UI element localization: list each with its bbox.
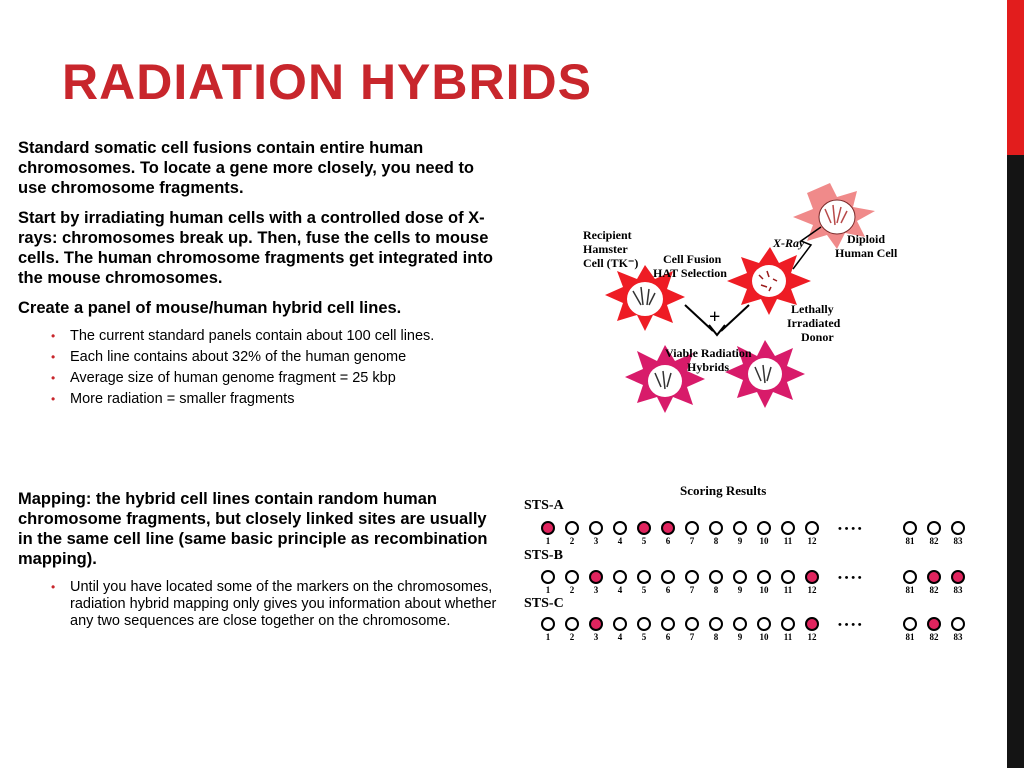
cell-line-number: 12 [807,632,817,642]
cell-line-number: 83 [953,585,963,595]
cell-line-number: 6 [665,632,671,642]
cell-line-number: 3 [593,632,599,642]
scoring-title: Scoring Results [680,483,767,498]
empty-hybrid-circle [782,618,794,630]
cell-line-number: 9 [737,536,743,546]
cell-line-number: 8 [713,632,719,642]
filled-hybrid-circle [806,618,818,630]
cell-line-number: 2 [569,536,575,546]
cell-line-number: 2 [569,632,575,642]
filled-hybrid-circle [542,522,554,534]
empty-hybrid-circle [710,522,722,534]
arrow-right [721,305,749,331]
cell-line-number: 6 [665,536,671,546]
cell-line-number: 83 [953,632,963,642]
list-item [18,391,500,408]
empty-hybrid-circle [928,522,940,534]
cell-line-number: 2 [569,585,575,595]
sts-row-label: STS-A [524,498,564,513]
ellipsis-dots: • • • • [838,619,862,631]
empty-hybrid-circle [782,522,794,534]
empty-hybrid-circle [904,522,916,534]
recipient-label-2: Hamster [583,242,628,256]
cell-line-number: 9 [737,632,743,642]
empty-hybrid-circle [904,571,916,583]
list-item [18,328,500,345]
paragraph-irradiation: Start by irradiating human cells with a controlled dose of X-rays: chromosomes break up. Then, fuse the cells to mouse cells. The human chromosome fragments get integrated into the mouse chromosomes. [18,209,493,287]
lethal-label-3: Donor [801,330,834,344]
cell-line-number: 10 [759,585,769,595]
cell-line-number: 8 [713,585,719,595]
empty-hybrid-circle [566,522,578,534]
filled-hybrid-circle [806,571,818,583]
empty-hybrid-circle [542,571,554,583]
cell-line-number: 11 [783,632,793,642]
filled-hybrid-circle [928,571,940,583]
mapping-bullet-list [18,579,500,630]
ellipsis-dots: • • • • [838,572,862,584]
empty-hybrid-circle [734,522,746,534]
bullet-text: Until you have located some of the markers on the chromosomes, radiation hybrid mapping only gives you information about whether any two sequences are close together on the chromosome. [70,579,497,629]
cell-line-number: 4 [617,632,623,642]
cell-line-number: 1 [545,536,551,546]
recipient-label-3: Cell (TK⁻) [583,256,639,270]
filled-hybrid-circle [952,571,964,583]
ellipsis-dots: • • • • [838,523,862,535]
empty-hybrid-circle [614,571,626,583]
list-item [18,370,500,387]
empty-hybrid-circle [614,522,626,534]
cell-line-number: 7 [689,632,695,642]
bullet-icon: • [51,350,56,364]
cell-line-number: 11 [783,585,793,595]
empty-hybrid-circle [758,618,770,630]
cell-line-number: 81 [905,632,915,642]
body-text [18,138,500,412]
cell-line-number: 4 [617,536,623,546]
cell-line-number: 8 [713,536,719,546]
cell-line-number: 5 [641,632,647,642]
filled-hybrid-circle [928,618,940,630]
empty-hybrid-circle [590,522,602,534]
empty-hybrid-circle [782,571,794,583]
recipient-label-1: Recipient [583,228,632,242]
filled-hybrid-circle [590,571,602,583]
empty-hybrid-circle [566,618,578,630]
empty-hybrid-circle [710,571,722,583]
cell-line-number: 5 [641,536,647,546]
empty-hybrid-circle [638,571,650,583]
cell-line-number: 10 [759,536,769,546]
fusion-label-2: HAT Selection [653,266,727,280]
sts-row-label: STS-B [524,548,563,563]
scoring-results-figure [520,478,980,648]
filled-hybrid-circle [662,522,674,534]
cell-line-number: 1 [545,585,551,595]
cell-line-number: 3 [593,536,599,546]
xray-label: X-Ray [773,236,805,250]
accent-bar-top [1007,0,1024,155]
cell-line-number: 6 [665,585,671,595]
viable-label-1: Viable Radiation [665,346,752,360]
bullet-icon: • [51,371,56,385]
empty-hybrid-circle [806,522,818,534]
plus-sign: + [709,306,721,328]
viable-label-2: Hybrids [687,360,730,374]
filled-hybrid-circle [638,522,650,534]
bullet-icon: • [51,329,56,343]
accent-bar-bottom [1007,155,1024,768]
mapping-section [18,489,500,634]
fusion-label-1: Cell Fusion [663,252,722,266]
empty-hybrid-circle [542,618,554,630]
empty-hybrid-circle [734,618,746,630]
empty-hybrid-circle [734,571,746,583]
empty-hybrid-circle [638,618,650,630]
empty-hybrid-circle [566,571,578,583]
empty-hybrid-circle [758,571,770,583]
empty-hybrid-circle [662,618,674,630]
bullet-icon: • [51,580,56,594]
empty-hybrid-circle [686,618,698,630]
cell-line-number: 82 [929,536,939,546]
paragraph-mapping: Mapping: the hybrid cell lines contain random human chromosome fragments, but closely linked sites are usually in the same cell line (same basic principle as recombination mapping). [18,490,488,568]
cell-line-number: 10 [759,632,769,642]
cell-line-number: 12 [807,536,817,546]
lethal-label-1: Lethally [791,302,834,316]
cell-line-number: 11 [783,536,793,546]
panel-bullet-list [18,328,500,408]
bullet-text: The current standard panels contain about 100 cell lines. [70,328,435,344]
lethal-label-2: Irradiated [787,316,841,330]
bullet-text: Average size of human genome fragment = 25 kbp [70,370,396,386]
empty-hybrid-circle [904,618,916,630]
empty-hybrid-circle [662,571,674,583]
cell-line-number: 1 [545,632,551,642]
cell-line-number: 7 [689,585,695,595]
diploid-label-2: Human Cell [835,246,898,260]
cell-line-number: 83 [953,536,963,546]
empty-hybrid-circle [710,618,722,630]
cell-line-number: 82 [929,585,939,595]
cell-line-number: 82 [929,632,939,642]
slide-title: RADIATION HYBRIDS [62,54,592,110]
diploid-label-1: Diploid [847,232,886,246]
cell-line-number: 81 [905,536,915,546]
cell-line-number: 7 [689,536,695,546]
empty-hybrid-circle [686,571,698,583]
paragraph-fusions: Standard somatic cell fusions contain entire human chromosomes. To locate a gene more closely, you need to use chromosome fragments. [18,139,475,197]
empty-hybrid-circle [758,522,770,534]
cell-line-number: 3 [593,585,599,595]
empty-hybrid-circle [614,618,626,630]
bullet-icon: • [51,392,56,406]
cell-line-number: 9 [737,585,743,595]
empty-hybrid-circle [686,522,698,534]
cell-line-number: 12 [807,585,817,595]
sts-row-label: STS-C [524,596,564,611]
empty-hybrid-circle [952,618,964,630]
paragraph-panel: Create a panel of mouse/human hybrid cell lines. [18,299,402,317]
bullet-text: More radiation = smaller fragments [70,391,295,407]
list-item [18,349,500,366]
cell-line-number: 5 [641,585,647,595]
empty-hybrid-circle [952,522,964,534]
bullet-text: Each line contains about 32% of the human genome [70,349,407,365]
cell-line-number: 81 [905,585,915,595]
radiation-hybrid-diagram [575,175,925,430]
list-item [18,579,500,630]
cell-line-number: 4 [617,585,623,595]
filled-hybrid-circle [590,618,602,630]
